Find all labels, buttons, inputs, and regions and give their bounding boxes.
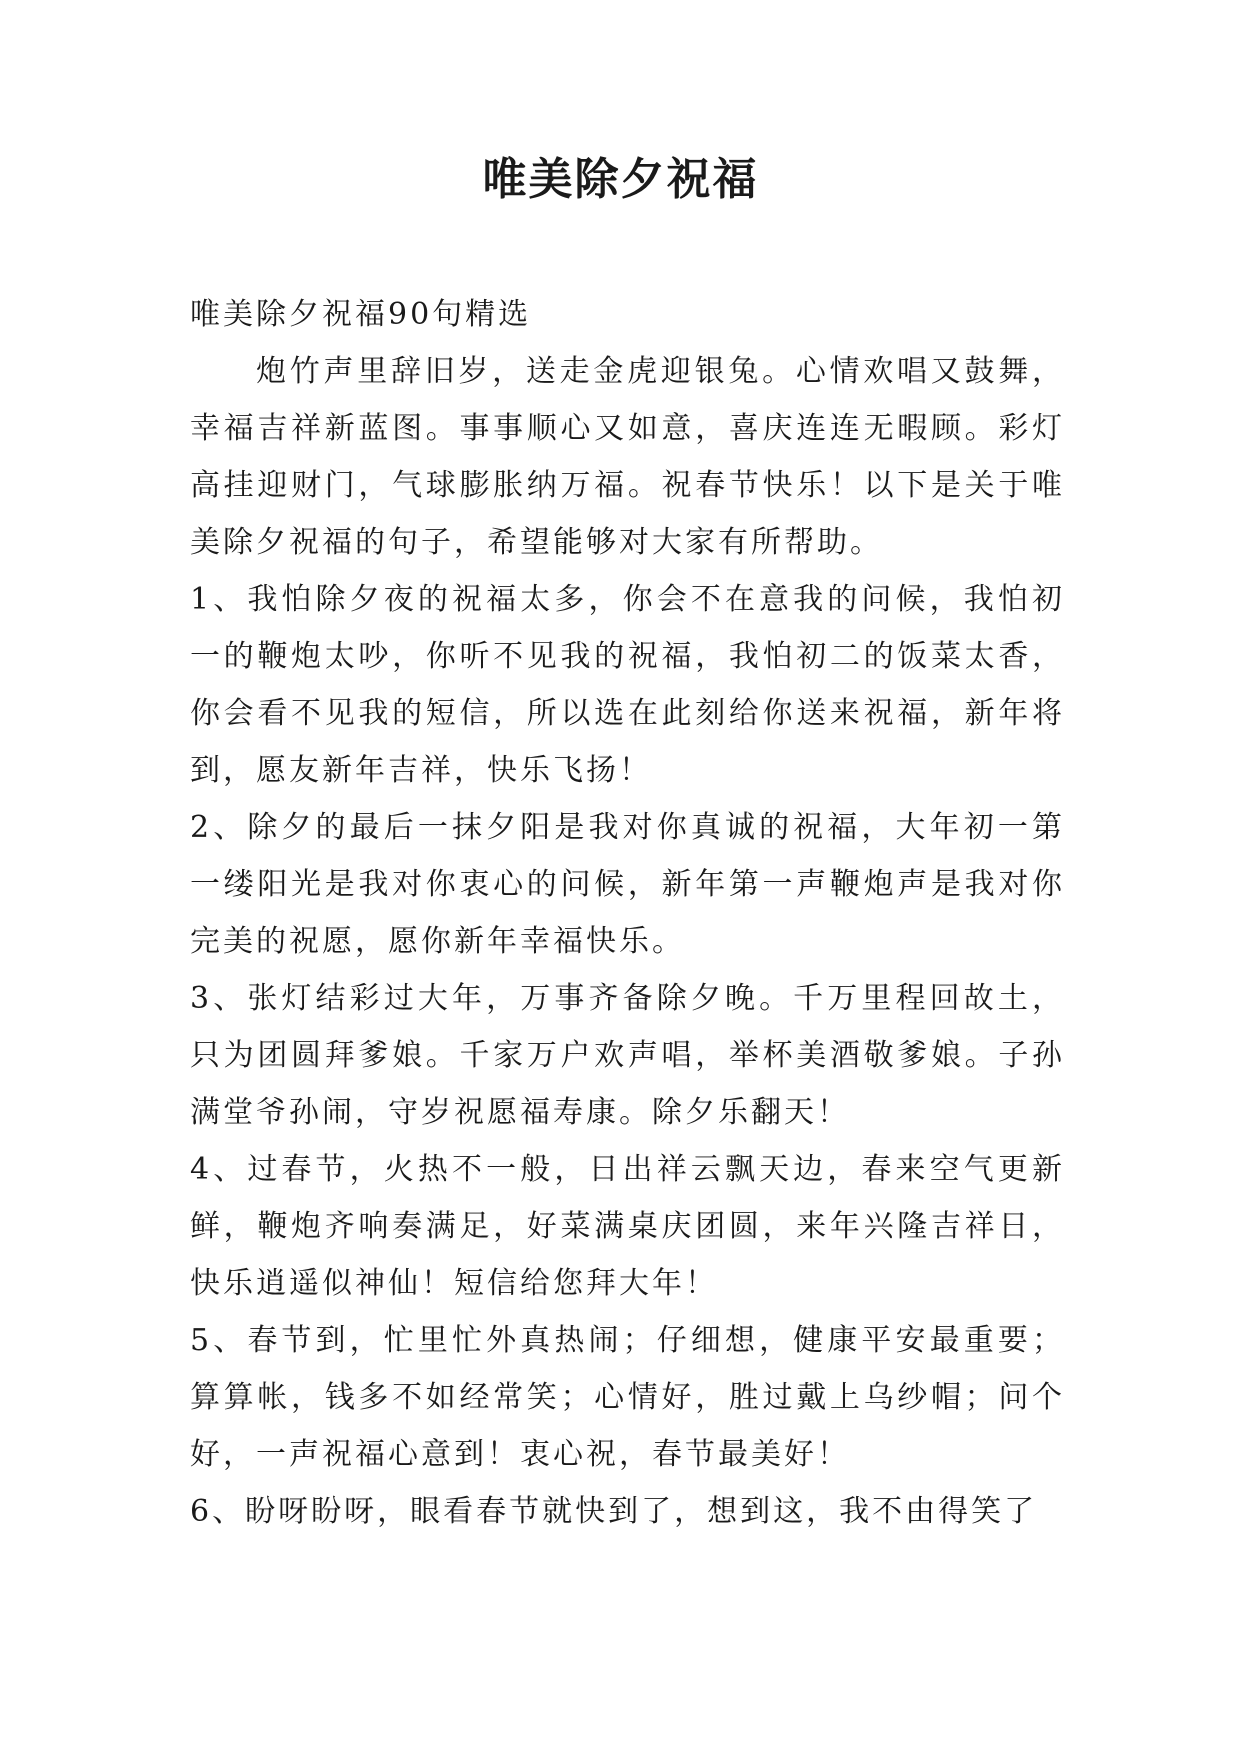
list-item: 1、我怕除夕夜的祝福太多，你会不在意我的问候，我怕初一的鞭炮太吵，你听不见我的祝福，我怕初二的饭菜太香，你会看不见我的短信，所以选在此刻给你送来祝福，新年将到，愿友新年吉祥，快乐飞扬！ xyxy=(190,582,1065,788)
list-item: 5、春节到，忙里忙外真热闹；仔细想，健康平安最重要；算算帐，钱多不如经常笑；心情好，胜过戴上乌纱帽；问个好，一声祝福心意到！衷心祝，春节最美好！ xyxy=(190,1323,1065,1472)
document-subtitle: 唯美除夕祝福90句精选 xyxy=(190,297,532,332)
list-item: 2、除夕的最后一抹夕阳是我对你真诚的祝福，大年初一第一缕阳光是我对你衷心的问候，新年第一声鞭炮声是我对你完美的祝愿，愿你新年幸福快乐。 xyxy=(190,810,1065,959)
document-body xyxy=(190,286,1065,1540)
intro-paragraph: 炮竹声里辞旧岁，送走金虎迎银兔。心情欢唱又鼓舞，幸福吉祥新蓝图。事事顺心又如意，喜庆连连无暇顾。彩灯高挂迎财门，气球膨胀纳万福。祝春节快乐！以下是关于唯美除夕祝福的句子，希望能够对大家有所帮助。 xyxy=(190,354,1065,560)
list-item: 4、过春节，火热不一般，日出祥云飘天边，春来空气更新鲜，鞭炮齐响奏满足，好菜满桌庆团圆，来年兴隆吉祥日，快乐逍遥似神仙！短信给您拜大年！ xyxy=(190,1152,1065,1301)
list-item: 6、盼呀盼呀，眼看春节就快到了，想到这，我不由得笑了 xyxy=(190,1494,1038,1529)
document-title: 唯美除夕祝福 xyxy=(482,154,759,205)
list-item: 3、张灯结彩过大年，万事齐备除夕晚。千万里程回故土，只为团圆拜爹娘。千家万户欢声唱，举杯美酒敬爹娘。子孙满堂爷孙闹，守岁祝愿福寿康。除夕乐翻天！ xyxy=(190,981,1065,1130)
